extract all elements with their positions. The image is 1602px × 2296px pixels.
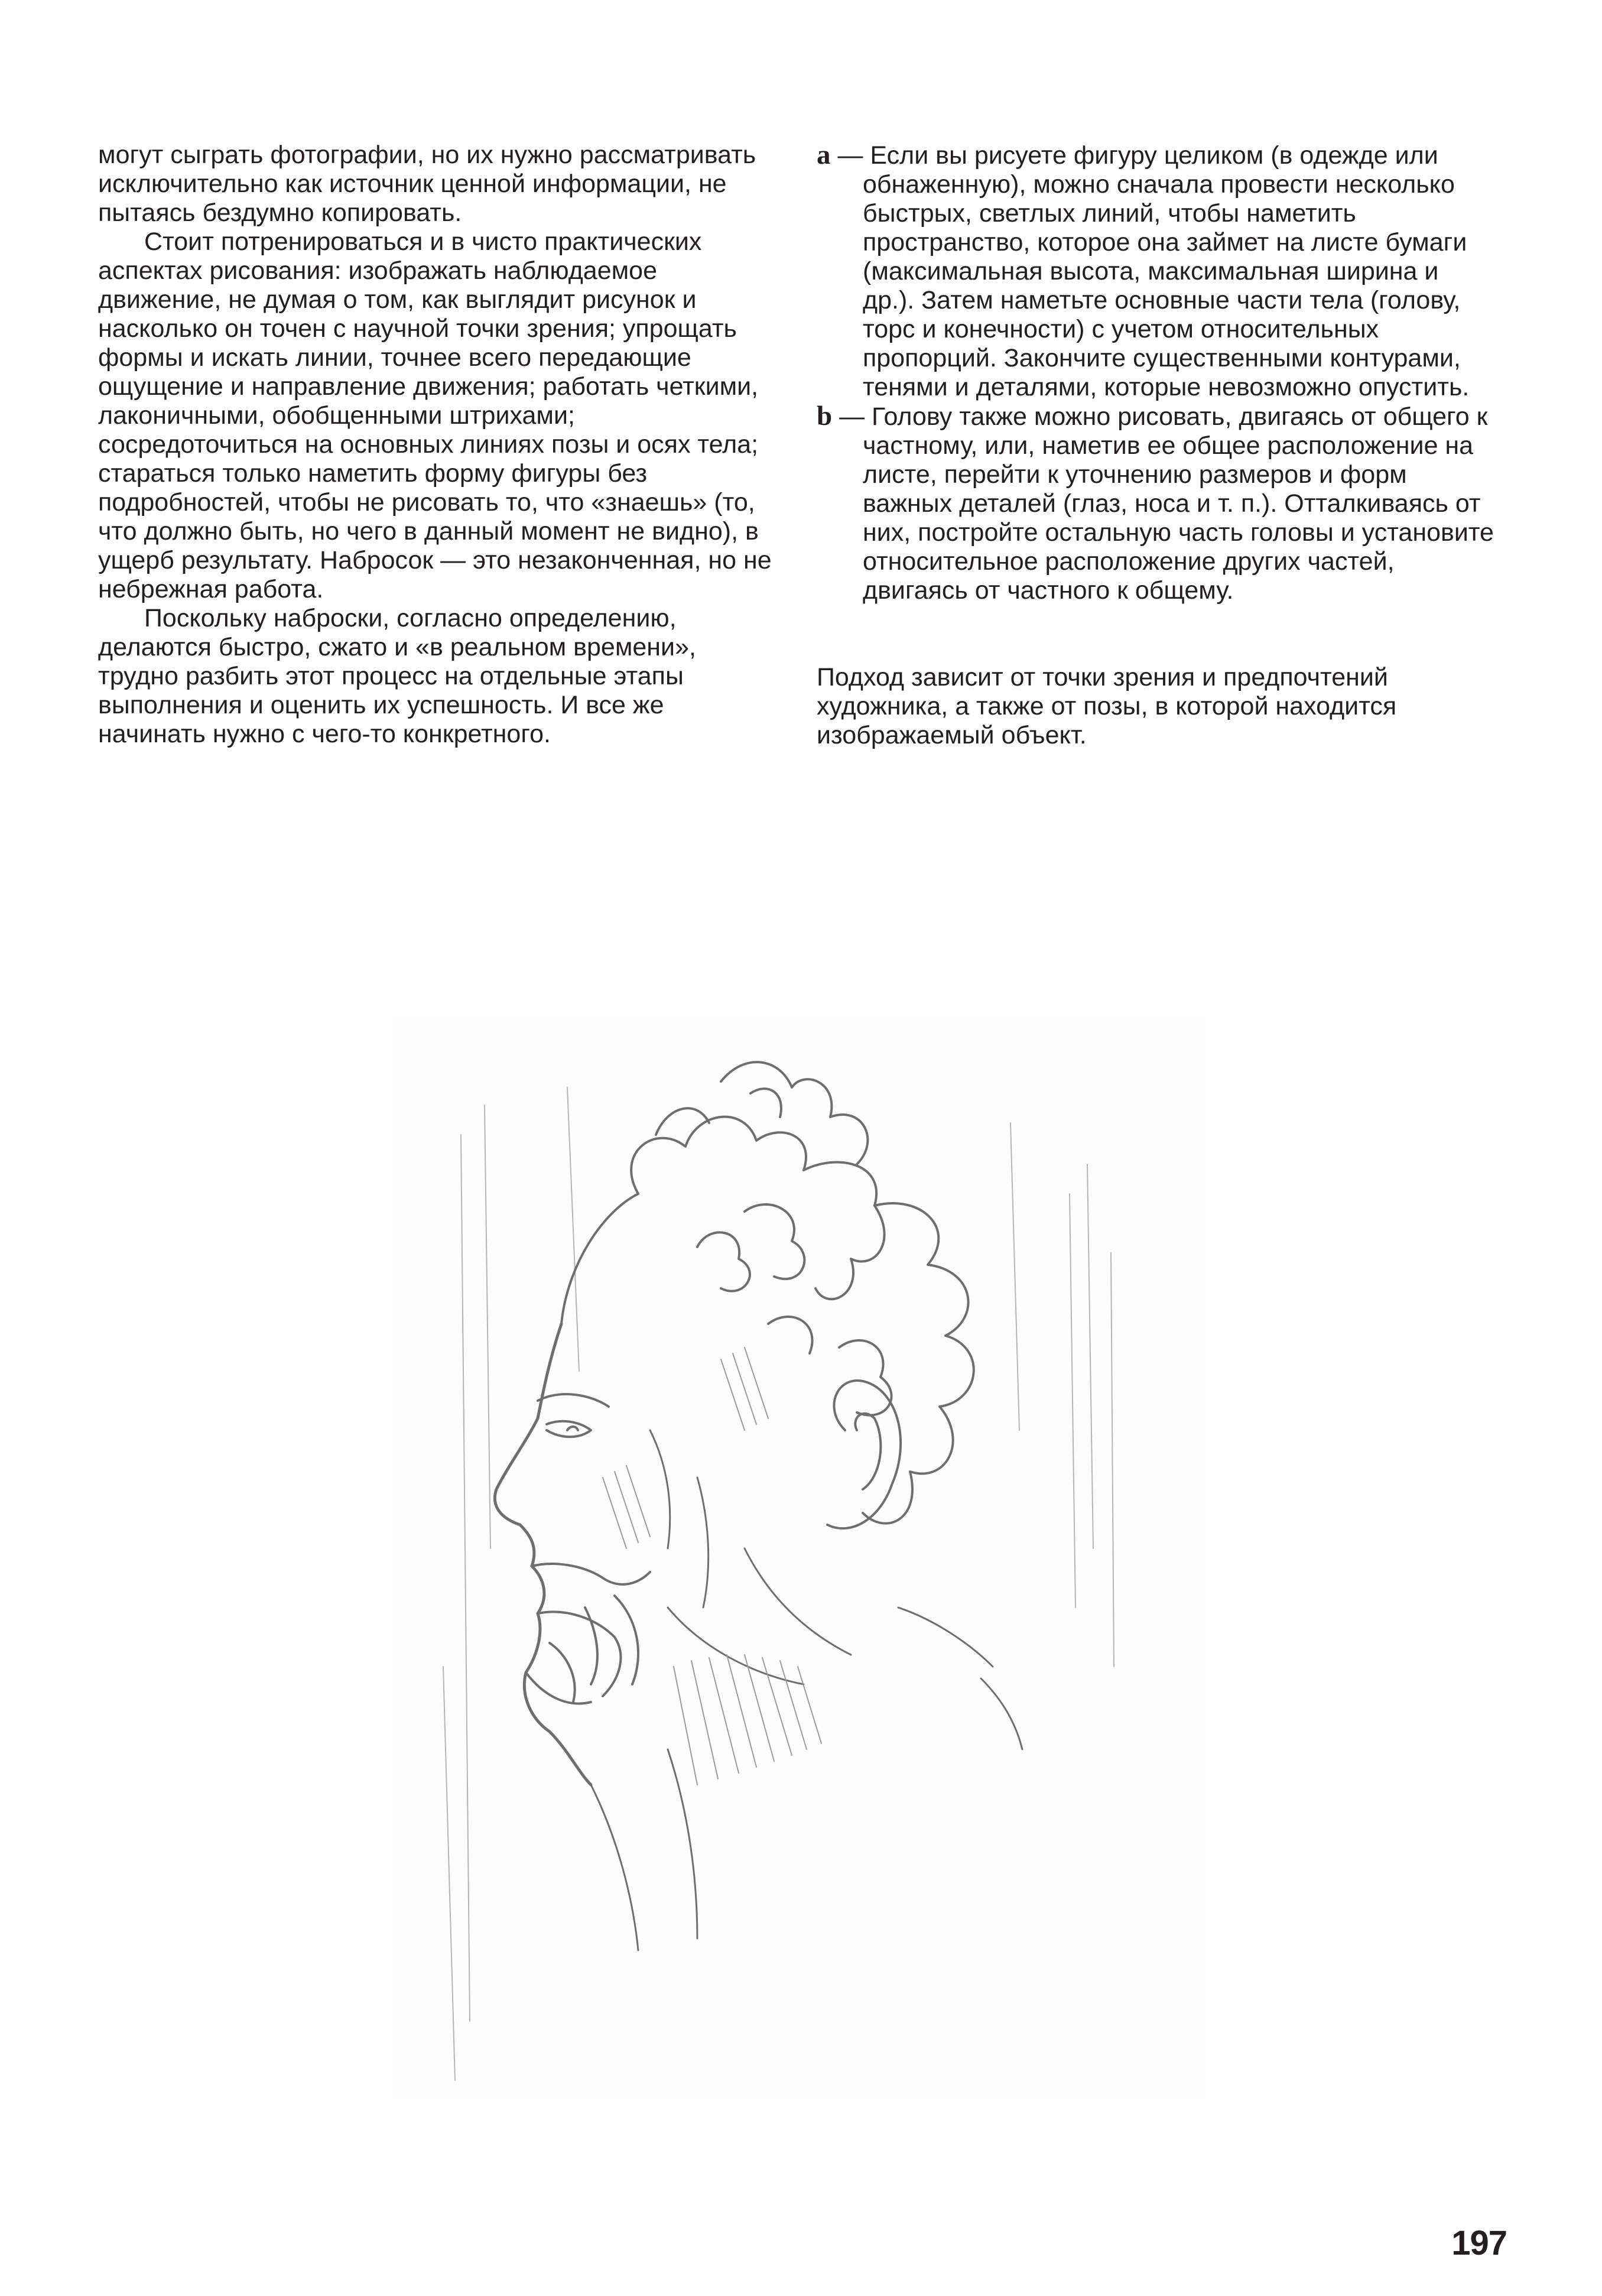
left-text-column [98, 141, 778, 749]
list-marker-a: a [817, 139, 831, 170]
right-text-column [817, 141, 1496, 750]
list-item-a-text: — Если вы рисуете фигуру целиком (в одежде или обнаженную), можно сначала провести несколько быстрых, светлых линий, чтобы наметить пространство, которое она займет на листе бумаги (максимальная высота, максимальная ширина и др.). Затем наметьте основные части тела (голову, торс и конечности) с учетом относительных пропорций. Закончите существенными контурами, тенями и деталями, которые невозможно опустить. [837, 141, 1470, 401]
paragraph-gap [817, 605, 1496, 663]
list-item-b-text: — Голову также можно рисовать, двигаясь от общего к частному, или, наметив ее общее расположение на листе, перейти к уточнению размеров и форм важных деталей (глаз, носа и т. п.). Отталкиваясь от них, постройте остальную часть головы и установите относительное расположение других частей, двигаясь от частного к общему. [839, 402, 1494, 605]
sketch-drawing [390, 1017, 1208, 2101]
list-item-b [817, 402, 1496, 605]
page-number: 197 [1451, 2224, 1507, 2262]
list-marker-b: b [817, 401, 833, 431]
paragraph-3: Поскольку наброски, согласно определению, делаются быстро, сжато и «в реальном времени», трудно разбить этот процесс на отдельные этапы выполнения и оценить их успешность. И все же начинать нужно с чего-то конкретного. [98, 604, 696, 748]
list-item-a [817, 141, 1496, 402]
closing-paragraph: Подход зависит от точки зрения и предпочтений художника, а также от позы, в которой находится изображаемый объект. [817, 663, 1397, 749]
paragraph-1: могут сыграть фотографии, но их нужно рассматривать исключительно как источник ценной информации, не пытаясь бездумно копировать. [98, 141, 756, 227]
paragraph-2: Стоит потренироваться и в чисто практических аспектах рисования: изображать наблюдаемое движение, не думая о том, как выглядит рисунок и насколько он точен с научной точки зрения; упрощать формы и искать линии, точнее всего передающие ощущение и направление движения; работать четкими, лаконичными, обобщенными штрихами; сосредоточиться на основных линиях позы и осях тела; стараться только наметить форму фигуры без подробностей, чтобы не рисовать то, что «знаешь» (то, что должно быть, но чего в данный момент не видно), в ущерб результату. Набросок — это незаконченная, но не небрежная работа. [98, 228, 772, 603]
pencil-sketch-head-profile [390, 1017, 1208, 2101]
